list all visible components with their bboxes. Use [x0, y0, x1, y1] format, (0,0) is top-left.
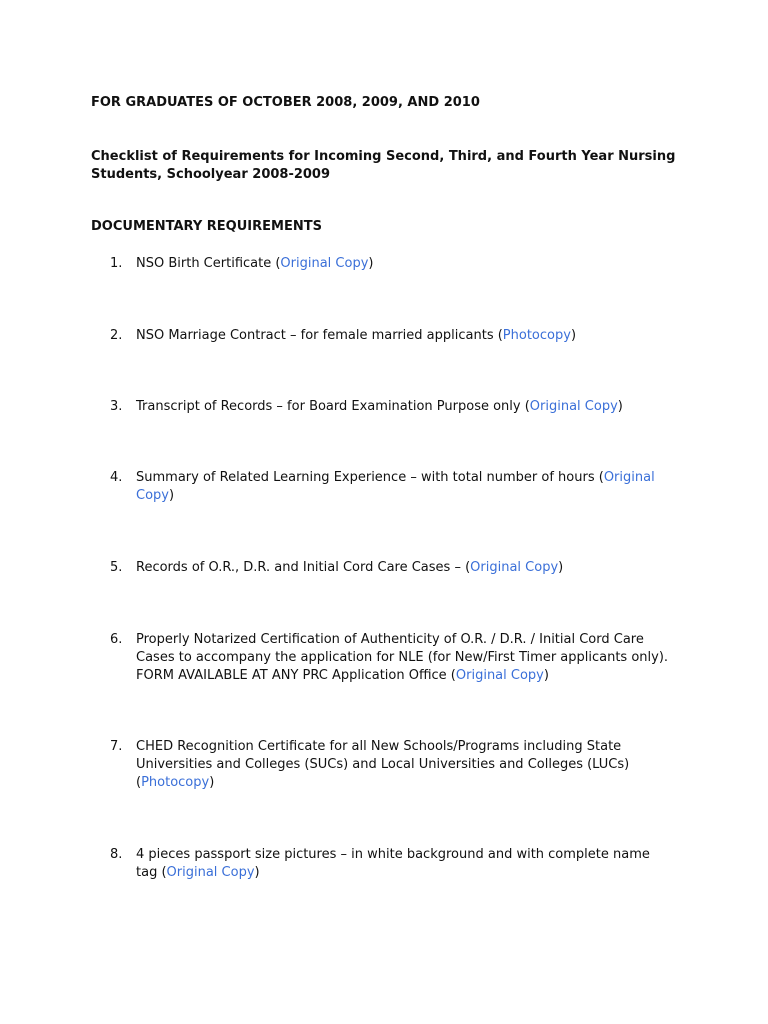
- requirement-description: NSO Birth Certificate (: [136, 256, 281, 271]
- requirement-text: [136, 469, 670, 505]
- requirement-description: Properly Notarized Certification of Authenticity of O.R. / D.R. / Initial Cord Care Cases to accompany the application for NLE (for New/First Timer applicants only). FORM AVAILABLE AT ANY PRC Application Office (: [136, 632, 669, 683]
- requirement-number: 1.: [110, 256, 123, 271]
- requirement-number: 7.: [110, 739, 123, 754]
- requirement-description: Records of O.R., D.R. and Initial Cord Care Cases – (: [136, 560, 471, 575]
- requirement-text: [136, 738, 670, 792]
- copy-type-link[interactable]: Original Copy: [166, 865, 255, 880]
- requirement-number: 6.: [110, 632, 123, 647]
- requirement-number: 4.: [110, 470, 123, 485]
- requirement-text: [136, 398, 670, 416]
- requirement-description: Transcript of Records – for Board Examination Purpose only (: [136, 399, 530, 414]
- requirement-text: [136, 631, 670, 685]
- requirement-number: 2.: [110, 328, 123, 343]
- requirement-number: 8.: [110, 847, 123, 862]
- copy-type-link[interactable]: Original Copy: [455, 668, 544, 683]
- requirement-suffix: ): [254, 865, 260, 880]
- requirement-description: NSO Marriage Contract – for female married applicants (: [136, 328, 503, 343]
- requirement-description: 4 pieces passport size pictures – in white background and with complete name tag (: [136, 847, 650, 880]
- requirement-suffix: ): [558, 560, 564, 575]
- copy-type-link[interactable]: Original Copy: [529, 399, 618, 414]
- copy-type-link[interactable]: Original Copy: [280, 256, 369, 271]
- requirement-description: CHED Recognition Certificate for all New Schools/Programs including State Universities and Colleges (SUCs) and Local Universities and Colleges (LUCs) (: [136, 739, 630, 790]
- checklist-heading: Checklist of Requirements for Incoming Second, Third, and Fourth Year Nursing Students, Schoolyear 2008-2009: [91, 149, 676, 182]
- documentary-requirements-heading: DOCUMENTARY REQUIREMENTS: [91, 219, 322, 234]
- requirement-text: [136, 559, 670, 577]
- requirement-suffix: ): [368, 256, 374, 271]
- requirement-suffix: ): [617, 399, 623, 414]
- requirement-text: [136, 846, 670, 882]
- requirement-description: Summary of Related Learning Experience – with total number of hours (: [136, 470, 604, 485]
- requirement-suffix: ): [168, 488, 175, 503]
- requirement-suffix: ): [543, 668, 549, 683]
- requirement-suffix: ): [209, 775, 215, 790]
- copy-type-link[interactable]: Photocopy: [502, 328, 571, 343]
- requirement-text: [136, 255, 670, 273]
- requirement-number: 5.: [110, 560, 123, 575]
- requirement-number: 3.: [110, 399, 123, 414]
- copy-type-link[interactable]: Photocopy: [141, 775, 210, 790]
- copy-type-link[interactable]: Original Copy: [136, 470, 655, 503]
- copy-type-link[interactable]: Original Copy: [470, 560, 559, 575]
- requirement-text: [136, 327, 670, 345]
- graduates-heading: FOR GRADUATES OF OCTOBER 2008, 2009, AND 2010: [91, 95, 480, 110]
- requirement-suffix: ): [570, 328, 577, 343]
